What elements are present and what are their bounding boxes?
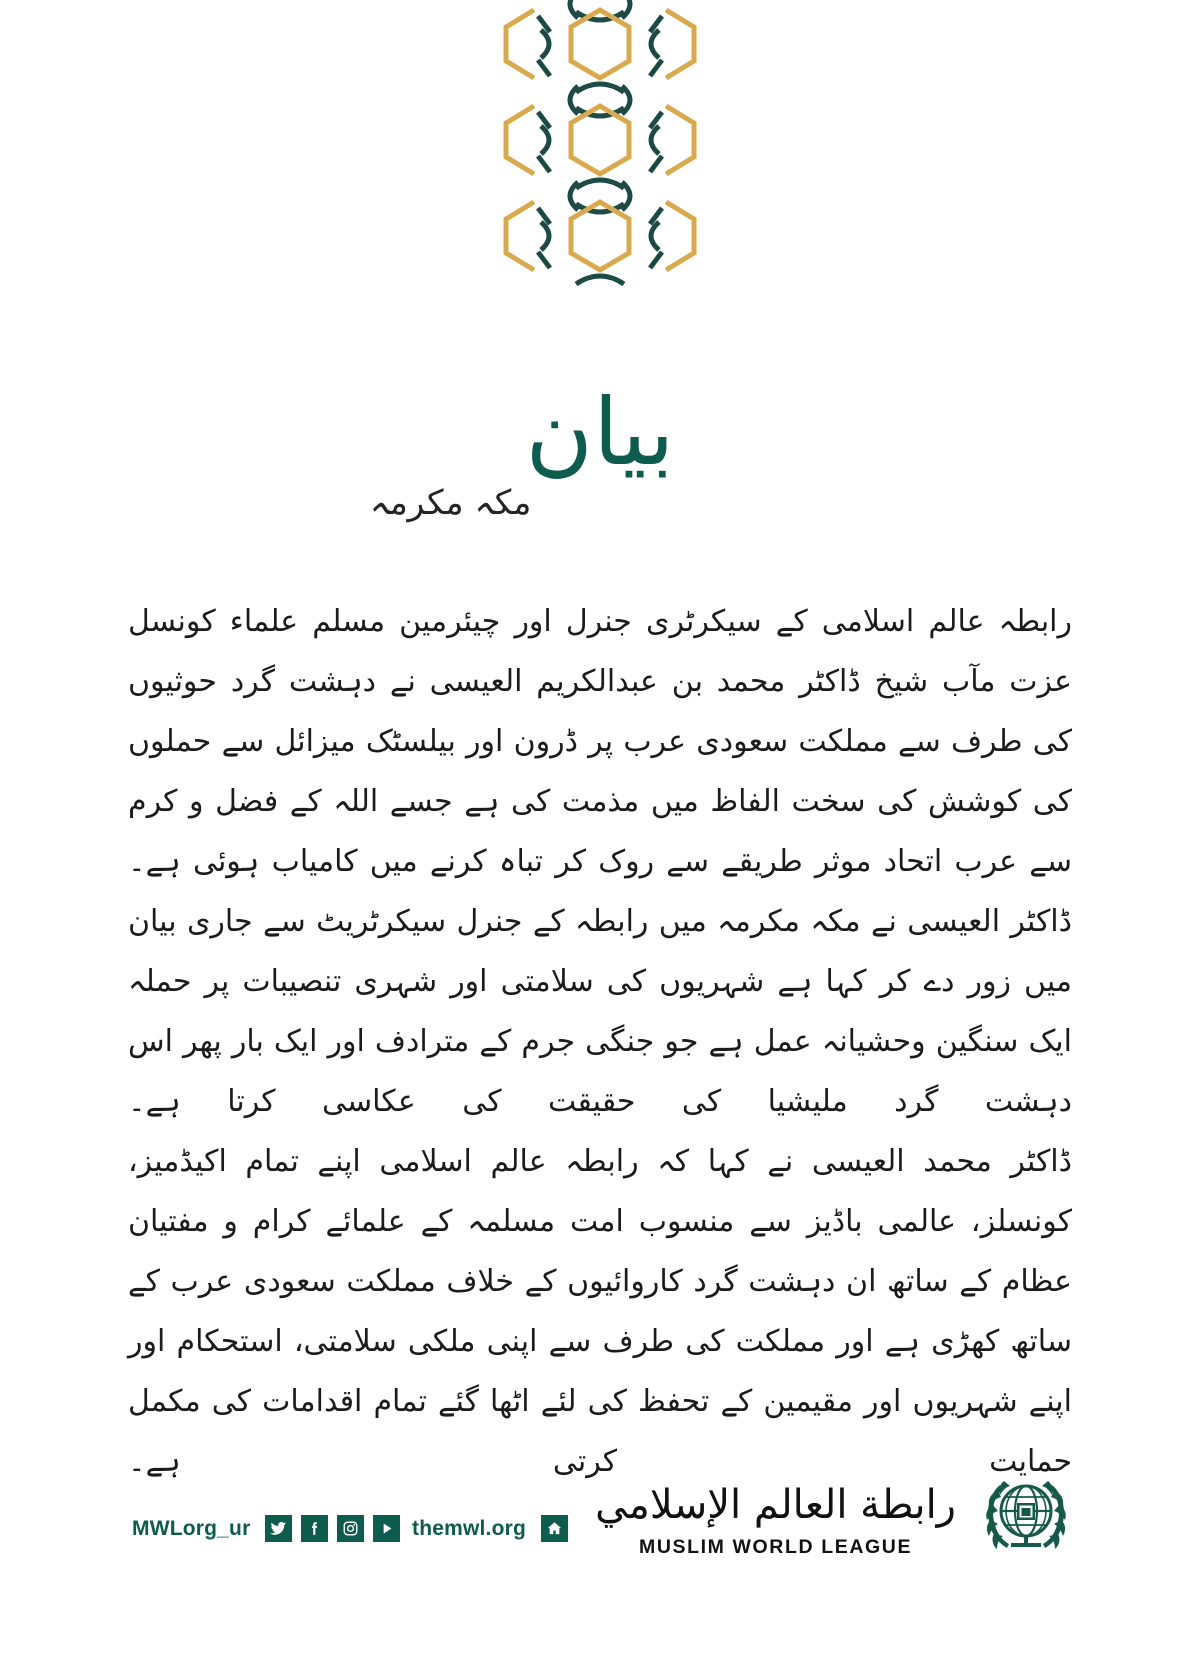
muslim-world-league-emblem-icon <box>978 1461 1074 1559</box>
header-ornament-band <box>0 0 1200 290</box>
page-footer <box>0 1427 1200 1657</box>
islamic-geometric-pattern-icon <box>500 0 700 290</box>
website-row <box>412 1515 568 1542</box>
statement-body <box>128 592 1072 1492</box>
brand-name-arabic: رابطة العالم الإسلامي <box>595 1482 956 1528</box>
website-url[interactable]: themwl.org <box>412 1516 527 1540</box>
home-icon[interactable] <box>541 1515 568 1542</box>
dateline-text: مکہ مکرمہ <box>369 483 533 523</box>
instagram-icon[interactable] <box>337 1515 364 1542</box>
social-handle: MWLorg_ur <box>132 1516 251 1540</box>
statement-paragraph: ڈاکٹر العیسی نے مکہ مکرمہ میں رابطہ کے جنرل سیکرٹریٹ سے جاری بیان میں زور دے کر کہا ہے شہریوں کی سلامتی اور شہری تنصیبات پر حملہ ایک سنگین وحشیانہ عمل ہے جو جنگی جرم کے مترادف اور ایک بار پھر اس دہشت گرد ملیشیا کی حقیقت کی عکاسی کرتا ہے۔ <box>128 904 1072 1119</box>
organization-brand <box>595 1461 1074 1559</box>
facebook-icon[interactable] <box>301 1515 328 1542</box>
youtube-icon[interactable] <box>373 1515 400 1542</box>
dateline <box>370 482 1070 523</box>
page-title: بیان <box>525 378 675 486</box>
statement-paragraph: ڈاکٹر محمد العیسی نے کہا کہ رابطہ عالم اسلامی اپنے تمام اکیڈمیز، کونسلز، عالمی باڈیز سے منسوب امت مسلمہ کے علمائے کرام و مفتیان عظام کے ساتھ ان دہشت گرد کاروائیوں کے خلاف مملکت سعودی عرب کے ساتھ کھڑی ہے اور مملکت کی طرف سے اپنی ملکی سلامتی، استحکام اور اپنے شہریوں اور مقیمین کے تحفظ کی لئے اٹھا گئے تمام اقدامات کی مکمل حمایت کرتی ہے۔ <box>128 1144 1072 1479</box>
social-media-row <box>132 1515 400 1542</box>
twitter-icon[interactable] <box>265 1515 292 1542</box>
statement-paragraph: رابطہ عالم اسلامی کے سیکرٹری جنرل اور چیئرمین مسلم علماء کونسل عزت مآب شیخ ڈاکٹر محمد بن عبدالکریم العیسی نے دہشت گرد حوثیوں کی طرف سے مملکت سعودی عرب پر ڈرون اور بیلسٹک میزائل سے حملوں کی کوشش کی سخت الفاظ میں مذمت کی ہے جسے اللہ کے فضل و کرم سے عرب اتحاد موثر طریقے سے روک کر تباہ کرنے میں کامیاب ہوئی ہے۔ <box>128 604 1072 879</box>
brand-name-english: MUSLIM WORLD LEAGUE <box>639 1536 913 1558</box>
brand-wordmark <box>595 1482 956 1559</box>
